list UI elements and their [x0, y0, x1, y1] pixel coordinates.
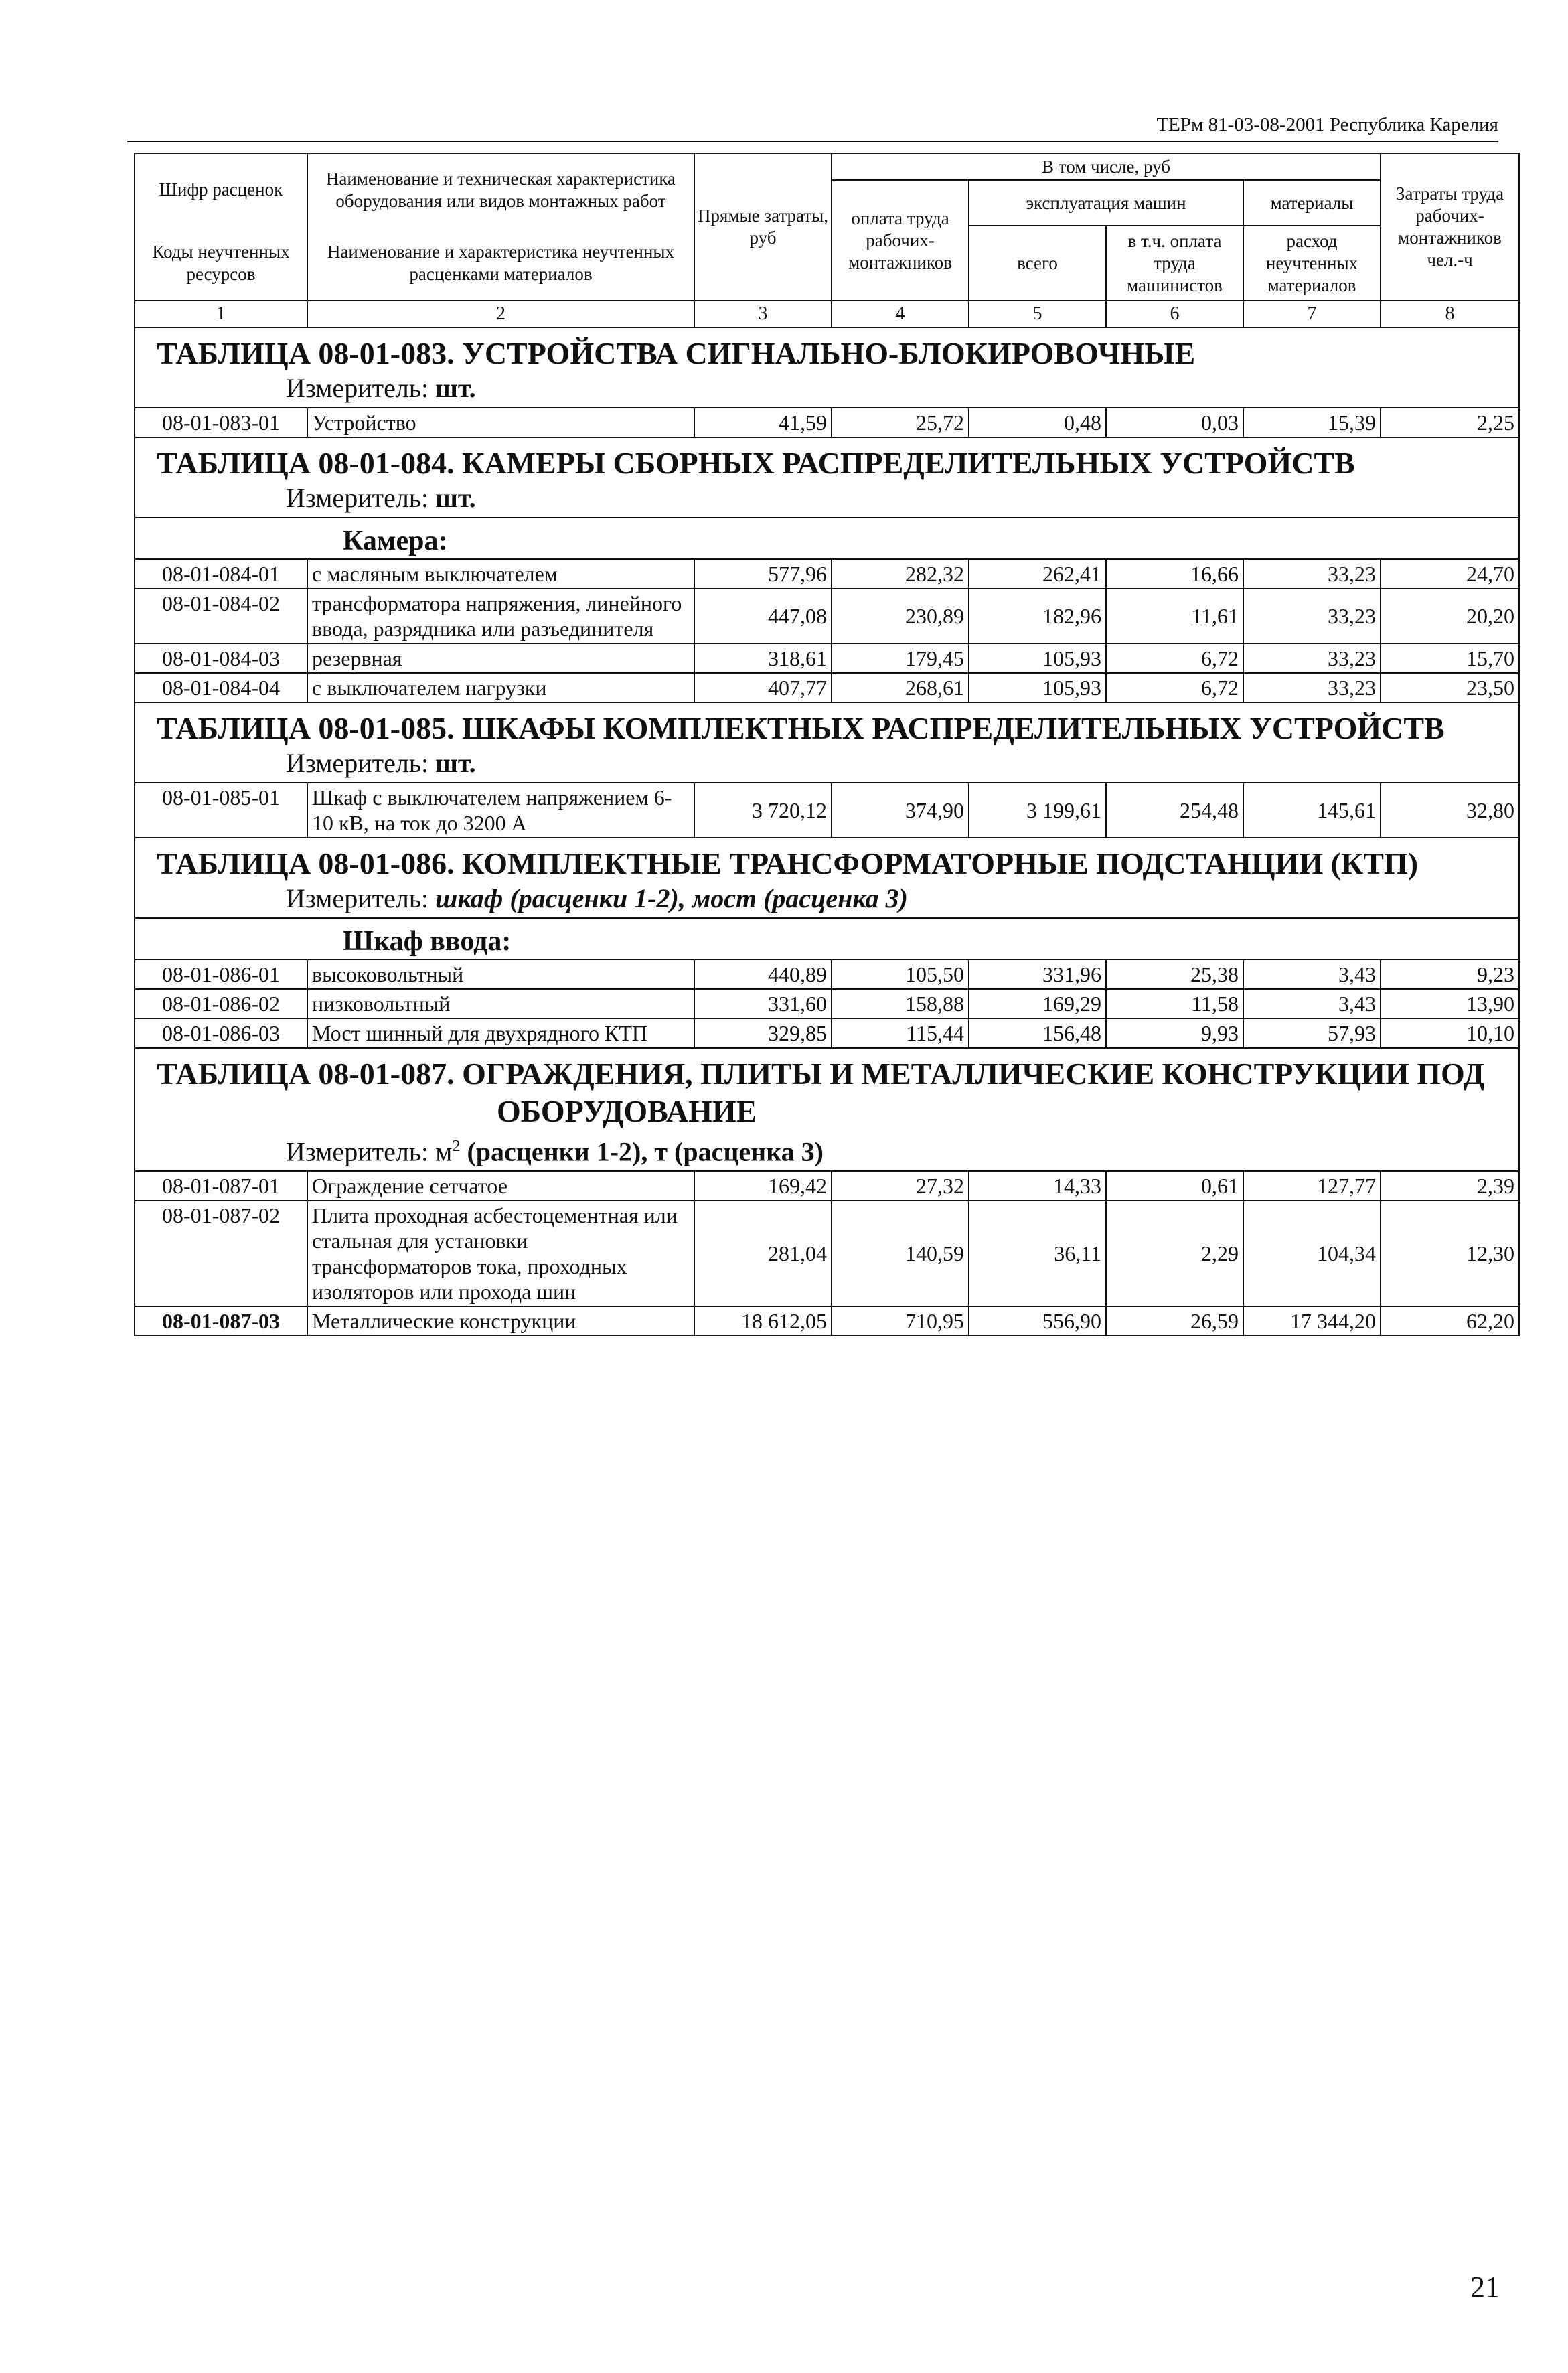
row-machines: 105,93	[969, 643, 1106, 673]
section-title: ТАБЛИЦА 08-01-084. КАМЕРЫ СБОРНЫХ РАСПРЕДЕЛИТЕЛЬНЫХ УСТРОЙСТВ	[157, 446, 1355, 480]
table-row	[135, 1306, 1519, 1336]
row-direct: 331,60	[694, 989, 832, 1018]
row-machines-wage: 11,58	[1106, 989, 1243, 1018]
row-machines-wage: 16,66	[1106, 559, 1243, 589]
header-code-alt: Коды неучтенных ресурсов	[135, 226, 307, 301]
measure-value: шт.	[435, 373, 476, 403]
row-direct: 281,04	[694, 1201, 832, 1306]
row-materials: 57,93	[1243, 1018, 1381, 1048]
group-cell	[135, 518, 1519, 559]
section-header-cell	[135, 1048, 1519, 1171]
group-label: Шкаф ввода:	[343, 926, 512, 957]
row-machines-wage: 0,03	[1106, 408, 1243, 437]
row-code: 08-01-086-01	[135, 960, 307, 989]
table-row	[135, 989, 1519, 1018]
row-materials: 127,77	[1243, 1171, 1381, 1201]
row-machines-wage: 2,29	[1106, 1201, 1243, 1306]
section-measure	[135, 883, 1518, 917]
section-title: ТАБЛИЦА 08-01-086. КОМПЛЕКТНЫЕ ТРАНСФОРМАТОРНЫЕ ПОДСТАНЦИИ (КТП)	[157, 846, 1419, 881]
row-direct: 577,96	[694, 559, 832, 589]
column-number: 6	[1106, 301, 1243, 327]
measure-value: (расценки 1-2), т (расценка 3)	[467, 1136, 824, 1167]
row-materials: 33,23	[1243, 673, 1381, 702]
row-wage: 710,95	[832, 1306, 969, 1336]
row-machines-wage: 11,61	[1106, 589, 1243, 643]
measure-label: Измеритель:	[286, 373, 429, 403]
row-direct: 447,08	[694, 589, 832, 643]
row-materials: 15,39	[1243, 408, 1381, 437]
header-machines-wage: в т.ч. оплата труда машинистов	[1106, 226, 1243, 301]
row-wage: 230,89	[832, 589, 969, 643]
section-header-cell	[135, 702, 1519, 783]
row-machines-wage: 254,48	[1106, 783, 1243, 838]
row-machines: 36,11	[969, 1201, 1106, 1306]
row-wage: 27,32	[832, 1171, 969, 1201]
row-machines: 0,48	[969, 408, 1106, 437]
section-header-cell	[135, 838, 1519, 918]
row-name: Устройство	[307, 408, 694, 437]
row-code: 08-01-084-01	[135, 559, 307, 589]
section-title-line2: ОБОРУДОВАНИЕ	[497, 1094, 757, 1128]
measure-unit-exponent: 2	[452, 1138, 461, 1155]
row-machines: 14,33	[969, 1171, 1106, 1201]
row-direct: 440,89	[694, 960, 832, 989]
row-direct: 41,59	[694, 408, 832, 437]
section-title: ТАБЛИЦА 08-01-083. УСТРОЙСТВА СИГНАЛЬНО-БЛОКИРОВОЧНЫЕ	[157, 336, 1196, 370]
row-code: 08-01-087-03	[135, 1306, 307, 1336]
section-measure	[135, 482, 1518, 517]
column-number: 8	[1381, 301, 1519, 327]
section-measure	[135, 372, 1518, 407]
measure-unit: м	[435, 1136, 453, 1167]
row-labor: 24,70	[1381, 559, 1519, 589]
measure-label: Измеритель:	[286, 883, 429, 913]
section-header	[135, 1048, 1519, 1171]
row-machines-wage: 9,93	[1106, 1018, 1243, 1048]
running-head: ТЕРм 81-03-08-2001 Республика Карелия	[1156, 114, 1498, 135]
row-wage: 282,32	[832, 559, 969, 589]
row-materials: 3,43	[1243, 989, 1381, 1018]
section-header-cell	[135, 327, 1519, 408]
table-row	[135, 1201, 1519, 1306]
row-name: резервная	[307, 643, 694, 673]
row-wage: 140,59	[832, 1201, 969, 1306]
section-header	[135, 437, 1519, 518]
row-name: высоковольтный	[307, 960, 694, 989]
row-materials: 145,61	[1243, 783, 1381, 838]
row-labor: 20,20	[1381, 589, 1519, 643]
row-direct: 318,61	[694, 643, 832, 673]
row-labor: 13,90	[1381, 989, 1519, 1018]
row-code: 08-01-086-02	[135, 989, 307, 1018]
table-row	[135, 783, 1519, 838]
row-code: 08-01-083-01	[135, 408, 307, 437]
table-row	[135, 643, 1519, 673]
row-materials: 33,23	[1243, 643, 1381, 673]
header-rule	[127, 141, 1498, 142]
row-name: с выключателем нагрузки	[307, 673, 694, 702]
row-wage: 268,61	[832, 673, 969, 702]
price-table	[134, 153, 1520, 1336]
row-code: 08-01-084-03	[135, 643, 307, 673]
table-header-row-1	[135, 153, 1519, 180]
row-machines-wage: 26,59	[1106, 1306, 1243, 1336]
row-name: Мост шинный для двухрядного КТП	[307, 1018, 694, 1048]
header-direct-costs: Прямые затраты, руб	[694, 153, 832, 301]
page-number: 21	[1470, 2271, 1500, 2303]
group-label: Камера:	[343, 526, 448, 556]
row-labor: 9,23	[1381, 960, 1519, 989]
row-materials: 17 344,20	[1243, 1306, 1381, 1336]
measure-value: шт.	[435, 748, 476, 778]
section-header	[135, 327, 1519, 408]
section-measure	[135, 1130, 1518, 1170]
table-row	[135, 408, 1519, 437]
row-labor: 10,10	[1381, 1018, 1519, 1048]
group-row	[135, 918, 1519, 960]
section-title: ТАБЛИЦА 08-01-087. ОГРАЖДЕНИЯ, ПЛИТЫ И МЕТАЛЛИЧЕСКИЕ КОНСТРУКЦИИ ПОД	[157, 1057, 1485, 1091]
header-name: Наименование и техническая характеристика оборудования или видов монтажных работ	[307, 153, 694, 226]
header-materials: материалы	[1243, 180, 1381, 226]
table-row	[135, 960, 1519, 989]
header-materials-alt: расход неучтенных материалов	[1243, 226, 1381, 301]
row-wage: 105,50	[832, 960, 969, 989]
row-direct: 169,42	[694, 1171, 832, 1201]
row-code: 08-01-087-01	[135, 1171, 307, 1201]
row-labor: 23,50	[1381, 673, 1519, 702]
row-code: 08-01-087-02	[135, 1201, 307, 1306]
row-machines: 3 199,61	[969, 783, 1106, 838]
row-machines: 169,29	[969, 989, 1106, 1018]
measure-label: Измеритель:	[286, 748, 429, 778]
measure-label: Измеритель:	[286, 483, 429, 513]
header-code: Шифр расценок	[135, 153, 307, 226]
row-wage: 179,45	[832, 643, 969, 673]
row-name: Металлические конструкции	[307, 1306, 694, 1336]
column-number: 1	[135, 301, 307, 327]
row-labor: 12,30	[1381, 1201, 1519, 1306]
row-wage: 158,88	[832, 989, 969, 1018]
row-machines: 105,93	[969, 673, 1106, 702]
row-machines-wage: 6,72	[1106, 673, 1243, 702]
header-including: В том числе, руб	[832, 153, 1381, 180]
header-machines: эксплуатация машин	[969, 180, 1243, 226]
table-row	[135, 589, 1519, 643]
table-row	[135, 559, 1519, 589]
row-direct: 329,85	[694, 1018, 832, 1048]
row-direct: 407,77	[694, 673, 832, 702]
section-header-cell	[135, 437, 1519, 518]
header-wage: оплата труда рабочих-монтажников	[832, 180, 969, 301]
row-materials: 33,23	[1243, 559, 1381, 589]
row-labor: 2,39	[1381, 1171, 1519, 1201]
row-wage: 25,72	[832, 408, 969, 437]
row-code: 08-01-084-02	[135, 589, 307, 643]
section-title: ТАБЛИЦА 08-01-085. ШКАФЫ КОМПЛЕКТНЫХ РАСПРЕДЕЛИТЕЛЬНЫХ УСТРОЙСТВ	[157, 711, 1445, 745]
group-cell	[135, 918, 1519, 960]
row-machines-wage: 0,61	[1106, 1171, 1243, 1201]
table-row	[135, 1171, 1519, 1201]
group-row	[135, 518, 1519, 559]
row-wage: 115,44	[832, 1018, 969, 1048]
section-measure	[135, 747, 1518, 782]
table-row	[135, 673, 1519, 702]
header-name-alt: Наименование и характеристика неучтенных расценками материалов	[307, 226, 694, 301]
row-name: Шкаф с выключателем напряжением 6-10 кВ, на ток до 3200 А	[307, 783, 694, 838]
row-machines: 331,96	[969, 960, 1106, 989]
row-labor: 32,80	[1381, 783, 1519, 838]
column-number: 3	[694, 301, 832, 327]
row-code: 08-01-085-01	[135, 783, 307, 838]
header-labor: Затраты труда рабочих-монтажников чел.-ч	[1381, 153, 1519, 301]
table-row	[135, 1018, 1519, 1048]
section-header	[135, 702, 1519, 783]
row-labor: 62,20	[1381, 1306, 1519, 1336]
row-machines: 156,48	[969, 1018, 1106, 1048]
column-number: 7	[1243, 301, 1381, 327]
row-name: Плита проходная асбестоцементная или стальная для установки трансформаторов тока, проходных изоляторов или прохода шин	[307, 1201, 694, 1306]
row-materials: 104,34	[1243, 1201, 1381, 1306]
row-direct: 3 720,12	[694, 783, 832, 838]
row-code: 08-01-086-03	[135, 1018, 307, 1048]
row-materials: 33,23	[1243, 589, 1381, 643]
row-name: низковольтный	[307, 989, 694, 1018]
measure-value: шкаф (расценки 1-2), мост (расценка 3)	[435, 883, 908, 913]
row-machines: 262,41	[969, 559, 1106, 589]
row-labor: 2,25	[1381, 408, 1519, 437]
row-labor: 15,70	[1381, 643, 1519, 673]
measure-value: шт.	[435, 483, 476, 513]
row-wage: 374,90	[832, 783, 969, 838]
column-number: 2	[307, 301, 694, 327]
row-name: Ограждение сетчатое	[307, 1171, 694, 1201]
row-machines: 182,96	[969, 589, 1106, 643]
row-code: 08-01-084-04	[135, 673, 307, 702]
column-numbers-row	[135, 301, 1519, 327]
row-name: с масляным выключателем	[307, 559, 694, 589]
column-number: 4	[832, 301, 969, 327]
row-materials: 3,43	[1243, 960, 1381, 989]
row-machines: 556,90	[969, 1306, 1106, 1336]
row-machines-wage: 6,72	[1106, 643, 1243, 673]
row-name: трансформатора напряжения, линейного ввода, разрядника или разъединителя	[307, 589, 694, 643]
row-machines-wage: 25,38	[1106, 960, 1243, 989]
header-machines-total: всего	[969, 226, 1106, 301]
section-header	[135, 838, 1519, 918]
row-direct: 18 612,05	[694, 1306, 832, 1336]
column-number: 5	[969, 301, 1106, 327]
measure-label: Измеритель:	[286, 1136, 429, 1167]
